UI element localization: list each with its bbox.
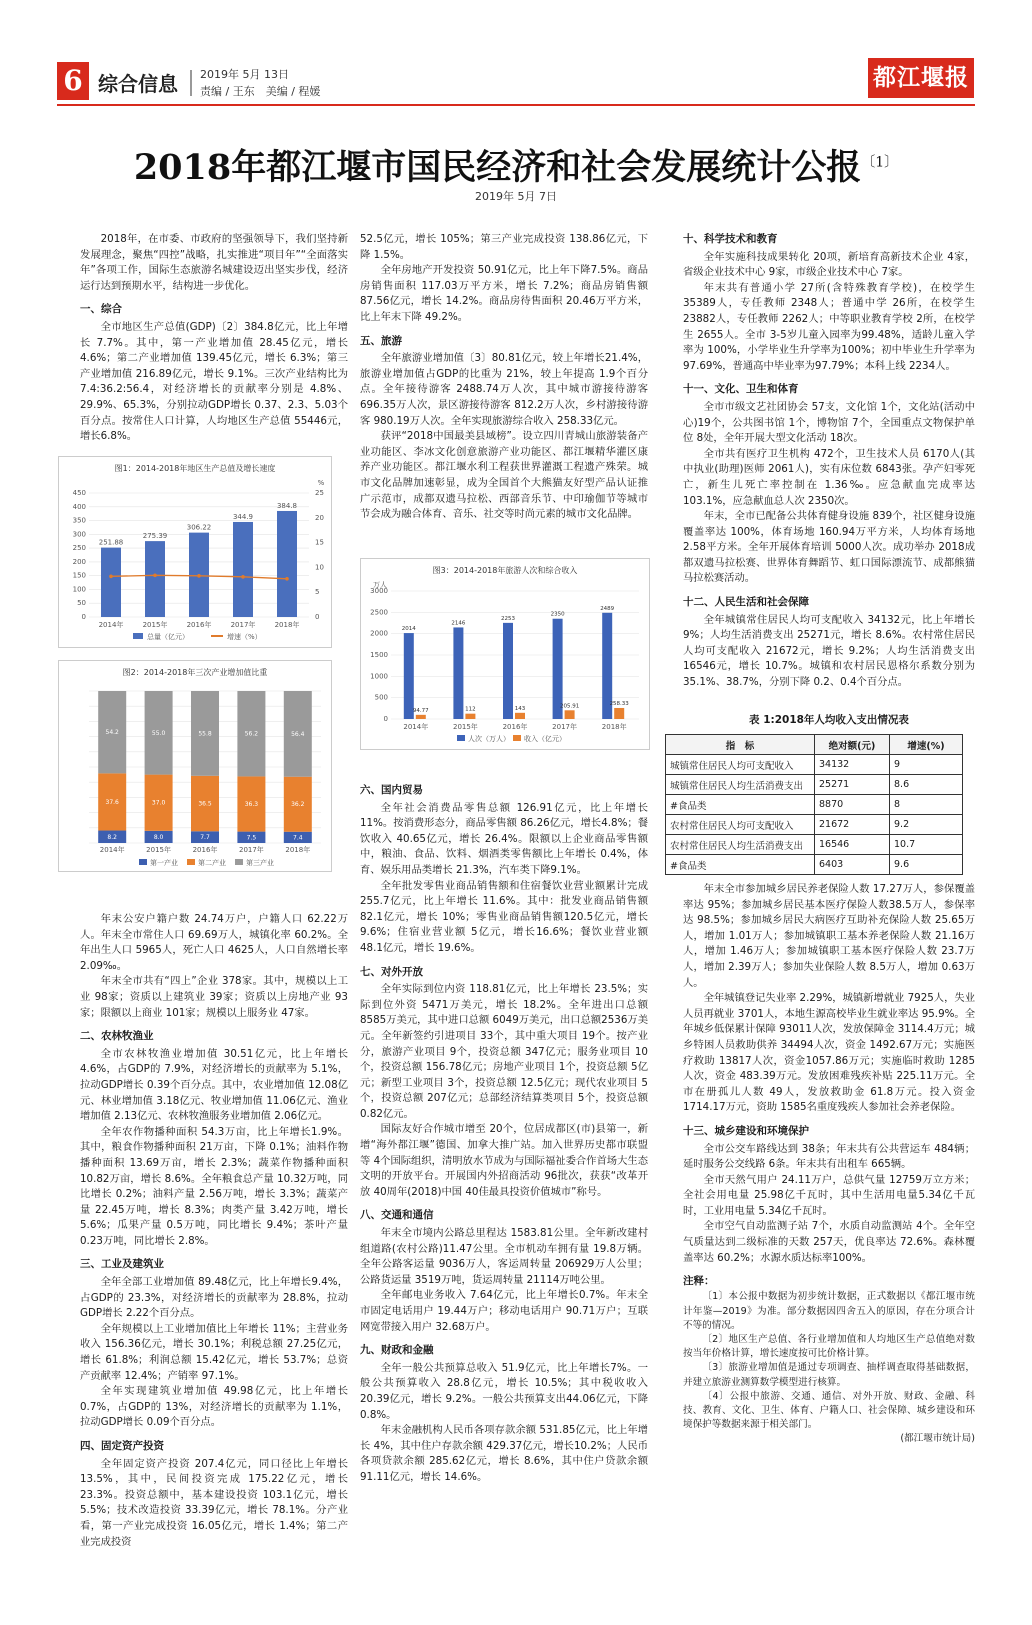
column-3-bottom bbox=[683, 882, 975, 1447]
issue-date: 2019年 5月 13日 bbox=[200, 68, 289, 81]
bar-data-label: 2489 bbox=[600, 605, 615, 612]
table-cell: 34132 bbox=[815, 755, 890, 775]
segment-label: 56.4 bbox=[291, 730, 305, 738]
x-tick-label: 2016年 bbox=[186, 621, 212, 629]
table-cell: #食品类 bbox=[666, 795, 815, 815]
column-1-top bbox=[80, 232, 348, 445]
paragraph: 全年实际到位内资 118.81亿元，比上年增长 23.5%；实际到位外资 5471万美元，增长 18.2%。全年进出口总额 8585万美元，其中进口总额 6049万美元，出口总额2536万美元。全年新签约引进项目 33个，其中重大项目 19个。按产业分，旅游产业项目 9个，投资总额 347亿元；服务业项目 10个，投资总额 156.78亿元；房地产业项目 1个，投资总额 5亿元；新型工业项目 3个，投资总额 12.5亿元；现代农业项目 5个，投资总额 207亿元；总部经济结算类项目 5个，投资总额 0.82亿元。 bbox=[360, 983, 648, 1120]
section-heading: 三、工业及建筑业 bbox=[80, 1258, 164, 1271]
x-tick-label: 2014年 bbox=[99, 846, 125, 854]
x-tick-label: 2018年 bbox=[285, 846, 311, 854]
paragraph: 全年房地产开发投资 50.91亿元，比上年下降7.5%。商品房销售面积 117.03万平方米，增长 7.2%；商品房销售额 87.56亿元，增长 14.2%。商品房待售面积 20.46万平方米，比上年末下降 49.2%。 bbox=[360, 264, 648, 323]
table-row bbox=[666, 795, 963, 815]
note: 〔2〕地区生产总值、各行业增加值和人均地区生产总值绝对数按当年价格计算，增长速度按可比价格计算。 bbox=[683, 1334, 975, 1360]
section-heading: 十一、文化、卫生和体育 bbox=[683, 383, 799, 396]
chart-title: 图3：2014-2018年旅游人次和综合收入 bbox=[432, 566, 578, 575]
paragraph: 全年邮电业务收入 7.64亿元，比上年增长0.7%。年末全市固定电话用户 19.44万户；移动电话用户 90.71万户；互联网宽带接入用户 32.68万户。 bbox=[360, 1289, 648, 1333]
table-row bbox=[666, 855, 963, 875]
section-heading: 七、对外开放 bbox=[360, 965, 423, 978]
segment-label: 36.2 bbox=[291, 801, 305, 809]
legend-label: 第三产业 bbox=[246, 859, 274, 867]
bar-data-label: 143 bbox=[514, 705, 526, 712]
paragraph: 全市共有医疗卫生机构 472个，卫生技术人员 6170人(其中执业(助理)医师 2061人)，实有床位数 6843张。孕产妇零死亡，新生儿死亡率控制在 1.36‰。应急献血完成率达 103.1%，应急献血总人次 2350次。 bbox=[683, 447, 975, 507]
table-cell: 8870 bbox=[815, 795, 890, 815]
tourism-chart bbox=[360, 558, 650, 750]
y-tick-label: 1000 bbox=[370, 672, 388, 681]
y-tick-label: 400 bbox=[72, 502, 86, 511]
paragraph: 全市地区生产总值(GDP)〔2〕384.8亿元，比上年增长 7.7%。其中，第一产业增加值 28.45亿元，增长4.6%；第二产业增加值 139.45亿元，增长 6.3%；第三产业增加值 216.89亿元，增长 9.1%。三次产业结构比为7.4:36.2:56.4，对经济增长的贡献率分别是 4.8%、29.9%、65.3%，分别拉动GDP增长 0.37、2.3、5.03个百分点。按常住人口计算，人均地区生产总值 55446元，增长6.8%。 bbox=[80, 320, 348, 443]
revenue-bar bbox=[515, 713, 525, 719]
paragraph: 全年城镇常住居民人均可支配收入 34132元，比上年增长 9%；人均生活消费支出 25271元，增长 8.6%。农村常住居民人均可支配收入 21672元，增长 9.2%；人均生活消费支出 16546元，增长 10.7%。城镇和农村居民恩格尔系数分别为 35.1%、38.7%，分别下降 0.2、0.4个百分点。 bbox=[683, 613, 975, 689]
gdp-bar bbox=[101, 548, 121, 617]
table-cell: 21672 bbox=[815, 815, 890, 835]
y-tick-label: 3000 bbox=[370, 587, 388, 595]
paragraph: 年末共有普通小学 27所(含特殊教育学校)，在校学生 35389人，专任教师 2348人；普通中学 26所，在校学生 23882人，专任教师 2262人；中等职业教育学校 2所，在校学生 2655人。全市 3-5岁儿童入园率为99.48%，适龄儿童入学率为 100%，小学毕业生升学率为100%；初中毕业生升学率为 97.69%，普通高中毕业率为97.79%；本科上线 2234人。 bbox=[683, 281, 975, 372]
column-3-top bbox=[683, 232, 975, 691]
growth-point bbox=[109, 575, 113, 579]
table-header-row bbox=[666, 735, 963, 755]
x-tick-label: 2017年 bbox=[230, 621, 256, 629]
y2-tick-label: 20 bbox=[315, 513, 324, 522]
table-row bbox=[666, 835, 963, 855]
y-tick-label: 100 bbox=[72, 585, 86, 594]
visitors-bar bbox=[503, 623, 513, 719]
table-row bbox=[666, 755, 963, 775]
title-footnote: 〔1〕 bbox=[861, 154, 899, 171]
section-heading: 二、农林牧渔业 bbox=[80, 1030, 154, 1043]
column-header: 指 标 bbox=[666, 735, 815, 755]
y-tick-label: 150 bbox=[72, 571, 86, 580]
section-heading: 五、旅游 bbox=[360, 334, 402, 347]
x-tick-label: 2015年 bbox=[146, 846, 172, 854]
table-cell: 25271 bbox=[815, 775, 890, 795]
legend-label: 第一产业 bbox=[150, 859, 178, 867]
paragraph: 年末，全市已配备公共体育健身设施 839个，社区健身设施覆盖率达 100%，体育场地 160.94万平方米，人均体育场地 2.58平方米。全年开展体育培训 5000人次。成功举办 2018成都双遗马拉松赛、世界体育舞蹈节、虹口国际漂流节、成都熊猫马拉松赛活动。 bbox=[683, 510, 975, 585]
segment-label: 8.2 bbox=[107, 833, 117, 841]
table-cell: 8 bbox=[890, 795, 963, 815]
paragraph: 全市天然气用户 24.11万户，总供气量 12759万立方米；全社会用电量 25.98亿千瓦时，其中生活用电量5.34亿千瓦时，工业用电量 5.34亿千瓦时。 bbox=[683, 1173, 975, 1217]
intro-paragraph: 2018年，在市委、市政府的坚强领导下，我们坚持新发展理念，聚焦“四控”战略，扎实推进“项目年”“全面落实年”各项工作，国际生态旅游名城建设迈出坚实步伐，经济运行达到预期水平，结构进一步优化。 bbox=[80, 233, 348, 292]
y2-tick-label: 0 bbox=[315, 613, 320, 621]
x-tick-label: 2018年 bbox=[601, 723, 627, 731]
section-heading: 四、固定资产投资 bbox=[80, 1440, 164, 1452]
paragraph: 年末公安户籍户数 24.74万户，户籍人口 62.22万人。年末全市常住人口 69.69万人，城镇化率 60.2%。全年出生人口 5965人，死亡人口 4625人，人口自然增长率 2.09‰。 bbox=[80, 913, 348, 972]
page-number: 6 bbox=[57, 62, 89, 100]
column-2-bottom bbox=[360, 775, 648, 1486]
growth-point bbox=[285, 577, 289, 581]
y-tick-label: 0 bbox=[81, 613, 86, 621]
table-cell: 农村常住居民人均可支配收入 bbox=[666, 815, 815, 835]
paragraph: 全年一般公共预算总收入 51.9亿元，比上年增长7%。一般公共预算收入 28.8亿元，增长 10.5%；其中税收收入 20.39亿元，增长 9.2%。一般公共预算支出44.06亿元，下降 0.8%。 bbox=[360, 1361, 648, 1421]
column-2-top bbox=[360, 232, 648, 523]
bar-data-label: 384.8 bbox=[276, 501, 298, 510]
section-heading: 十、科学技术和教育 bbox=[683, 233, 778, 245]
legend-label: 第二产业 bbox=[198, 859, 226, 867]
paragraph: 全市市级文艺社团协会 57支，文化馆 1个，文化站(活动中心)19个，公共图书馆 1个，博物馆 7个，全国重点文物保护单位 8处，全年开展大型文化活动 18次。 bbox=[683, 400, 975, 445]
bar-data-label: 258.33 bbox=[609, 700, 629, 707]
segment-label: 37.0 bbox=[151, 799, 166, 807]
growth-point bbox=[153, 574, 157, 578]
chart-title: 图2：2014-2018年三次产业增加值比重 bbox=[122, 668, 268, 677]
paragraph: 全市空气自动监测子站 7个，水质自动监测站 4个。全年空气质量达到二级标准的天数 257天，优良率达 72.6%。森林覆盖率达 60.2%；水源水质达标率100%。 bbox=[683, 1220, 975, 1264]
y-tick-label: 0 bbox=[383, 715, 388, 723]
paragraph: 全年批发零售业商品销售额和住宿餐饮业营业额累计完成 255.7亿元，比上年增长 11.6%。其中：批发业商品销售额 82.1亿元，增长 10%；零售业商品销售额120.5亿元，增长 9.6%；住宿业营业额 5亿元，增长16.6%；餐饮业营业额 48.1亿元，增长 19.6%。 bbox=[360, 879, 648, 954]
paragraph: 全年城镇登记失业率 2.29%，城镇新增就业 7925人，失业人员再就业 3701人，本地生源高校毕业生就业率达 95.9%。全年城乡低保累计保障 93011人次，发放保障金 3114.4万元；城乡特困人员救助供养 34494人次，资金 1492.67万元；实施医疗救助 13817人次，资金1057.86万元；实施临时救助 1285人次，资金 483.39万元。发放困难残疾补贴 225.11万元。全市在册孤儿人数 49人，发放救助金 61.8万元。投入资金 1714.17万元，资助 1585名重度残疾人参加社会养老保险。 bbox=[683, 992, 975, 1114]
notes-heading: 注释： bbox=[683, 1275, 715, 1288]
note: 〔4〕公报中旅游、交通、通信、对外开放、财政、金融、科技、教育、文化、卫生、体育、户籍人口、社会保障、城乡建设和环境保护等数据来源于相关部门。 bbox=[683, 1390, 975, 1431]
column-header: 绝对额(元) bbox=[815, 735, 890, 755]
bar-data-label: 2014 bbox=[401, 626, 416, 633]
x-tick-label: 2015年 bbox=[142, 621, 168, 629]
y2-tick-label: 25 bbox=[315, 489, 324, 497]
segment-label: 37.6 bbox=[105, 798, 119, 806]
header-divider bbox=[190, 70, 192, 96]
table-cell: 6403 bbox=[815, 855, 890, 875]
segment-label: 7.7 bbox=[200, 834, 210, 842]
gdp-bar bbox=[145, 541, 165, 617]
segment-label: 36.5 bbox=[198, 800, 212, 808]
article-title bbox=[0, 140, 1032, 190]
bar-data-label: 275.39 bbox=[142, 532, 168, 541]
bar-data-label: 251.88 bbox=[98, 538, 124, 547]
table-cell: 城镇常住居民人均可支配收入 bbox=[666, 755, 815, 775]
y-tick-label: 1500 bbox=[370, 651, 388, 659]
section-heading: 六、国内贸易 bbox=[360, 784, 423, 796]
y-tick-label: 250 bbox=[72, 544, 86, 553]
y-tick-label: 2500 bbox=[370, 608, 388, 617]
legend-swatch-growth bbox=[211, 635, 223, 637]
paragraph: 全年实现建筑业增加值 49.98亿元，比上年增长0.7%，占GDP的 13%，对经济增长的贡献率为 1.1%，拉动GDP增长 0.09个百分点。 bbox=[80, 1385, 348, 1429]
industry-share-chart bbox=[58, 660, 332, 872]
y-tick-label: 450 bbox=[72, 489, 86, 497]
bar-data-label: 2350 bbox=[550, 611, 565, 618]
bar-data-label: 2253 bbox=[501, 615, 515, 622]
section-heading: 十二、人民生活和社会保障 bbox=[683, 596, 809, 609]
paragraph: 全年实施科技成果转化 20项，新培育高新技术企业 4家，省级企业技术中心 9家，市级企业技术中心 7家。 bbox=[683, 250, 975, 279]
publish-date: 2019年 5月 7日 bbox=[475, 190, 557, 203]
table-cell: 16546 bbox=[815, 835, 890, 855]
paragraph: 全年农作物播种面积 54.3万亩，比上年增长1.9%。其中，粮食作物播种面积 21万亩，下降 0.1%；油料作物播种面积 13.69万亩，增长 2.3%；蔬菜作物播种面积 10.82万亩，增长 8.6%。全年粮食总产量 10.32万吨，同比增长 0.2%；油料产量 2.56万吨，增长 3.3%；蔬菜产量 22.45万吨，增长 8.3%；肉类产量 3.42万吨，增长5.6%；瓜果产量 0.5万吨，同比增长 9.4%；茶叶产量 0.23万吨，同比增长 2.8%。 bbox=[80, 1125, 348, 1247]
revenue-bar bbox=[565, 710, 575, 719]
table-cell: 8.6 bbox=[890, 775, 963, 795]
note: 〔3〕旅游业增加值是通过专项调查、抽样调查取得基础数据，并建立旅游业测算数学模型进行核算。 bbox=[683, 1362, 975, 1388]
section-heading: 十三、城乡建设和环境保护 bbox=[683, 1124, 809, 1137]
paragraph: 年末全市参加城乡居民养老保险人数 17.27万人，参保覆盖率达 95%；参加城乡居民基本医疗保险人数38.5万人，参保率达 98.5%；参加城乡居民大病医疗互助补充保险人数 25.65万人，增加 1.01万人；参加城镇职工基本养老保险人数 21.16万人，增加 1.46万人；参加城镇职工基本医疗保险人数 23.7万人，增加 2.39万人；参加失业保险人数 8.5万人，增加 0.63万人。 bbox=[683, 883, 975, 989]
y-tick-label: 300 bbox=[72, 530, 86, 539]
table-cell: 9 bbox=[890, 755, 963, 775]
gdp-bar bbox=[277, 511, 297, 617]
legend-swatch bbox=[139, 859, 147, 865]
segment-label: 7.5 bbox=[246, 834, 257, 842]
paragraph: 年末全市共有“四上”企业 378家。其中，规模以上工业 98家；资质以上建筑业 39家；资质以上房地产业 93家；限额以上商业 101家；规模以上服务业 47家。 bbox=[80, 975, 348, 1019]
legend-swatch bbox=[457, 735, 465, 741]
paragraph: 52.5亿元，增长 105%；第三产业完成投资 138.86亿元，下降 1.5%。 bbox=[360, 233, 648, 261]
bar-data-label: 94.77 bbox=[412, 707, 429, 714]
segment-label: 36.3 bbox=[244, 801, 259, 809]
visitors-bar bbox=[404, 633, 414, 719]
legend-label: 人次（万人） bbox=[468, 735, 510, 743]
growth-point bbox=[241, 575, 245, 579]
table-cell: 城镇常住居民人均生活消费支出 bbox=[666, 775, 815, 795]
section-heading: 九、财政和金融 bbox=[360, 1344, 434, 1357]
notes bbox=[683, 1274, 975, 1446]
table-cell: 9.2 bbox=[890, 815, 963, 835]
legend-label: 收入（亿元） bbox=[524, 735, 566, 743]
editors: 责编 / 王东 美编 / 程媛 bbox=[200, 85, 321, 98]
y2-tick-label: 10 bbox=[315, 563, 324, 572]
revenue-bar bbox=[614, 708, 624, 719]
bar-data-label: 2146 bbox=[451, 620, 466, 627]
y-tick-label: 200 bbox=[72, 557, 86, 566]
x-tick-label: 2016年 bbox=[502, 723, 528, 731]
y2-tick-label: 5 bbox=[315, 588, 320, 597]
column-1-bottom bbox=[80, 912, 348, 1550]
table-cell: #食品类 bbox=[666, 855, 815, 875]
y-unit: 万人 bbox=[373, 581, 387, 589]
x-tick-label: 2014年 bbox=[403, 723, 429, 731]
x-tick-label: 2014年 bbox=[98, 621, 124, 629]
bar-data-label: 205.91 bbox=[559, 703, 580, 710]
table-title: 表 1:2018年人均收入支出情况表 bbox=[749, 714, 909, 726]
table-cell: 9.6 bbox=[890, 855, 963, 875]
y-tick-label: 2000 bbox=[370, 629, 388, 638]
y2-unit: % bbox=[317, 479, 325, 487]
gdp-chart bbox=[58, 456, 332, 648]
y-tick-label: 50 bbox=[77, 599, 86, 608]
chart-title: 图1：2014-2018年地区生产总值及增长速度 bbox=[114, 464, 276, 473]
growth-point bbox=[197, 574, 201, 578]
bar-data-label: 112 bbox=[465, 706, 476, 713]
paragraph: 国际友好合作城市增至 20个，位居成都区(市)县第一，新增“海外都江堰”德国、加拿大推广站。加入世界历史都市联盟等 4个国际组织，清明放水节成为与国际福祉委合作首场大生态文明的开放平台。开展国内外招商活动 96批次，获获“改革开放 40周年(2018)中国 40佳最具投资价值城市”称号。 bbox=[360, 1123, 648, 1198]
x-tick-label: 2018年 bbox=[274, 621, 300, 629]
visitors-bar bbox=[453, 627, 463, 719]
legend-swatch bbox=[187, 859, 195, 865]
paragraph: 全市公交车路线达到 38条；年末共有公共营运车 484辆；延时服务公交线路 6条。年末共有出租车 665辆。 bbox=[683, 1142, 975, 1171]
x-tick-label: 2015年 bbox=[452, 723, 478, 731]
header-rule bbox=[57, 104, 975, 106]
segment-label: 7.4 bbox=[293, 834, 303, 842]
legend-total: 总量（亿元） bbox=[147, 633, 189, 641]
title-text: 2018年都江堰市国民经济和社会发展统计公报 bbox=[133, 147, 862, 188]
newspaper-logo: 都江堰报 bbox=[868, 58, 974, 98]
segment-label: 55.0 bbox=[151, 729, 166, 737]
note: 〔1〕本公报中数据为初步统计数据，正式数据以《都江堰市统计年鉴—2019》为准。部分数据因四舍五入的原因，存在分项合计不等的情况。 bbox=[683, 1291, 975, 1331]
income-table bbox=[665, 734, 963, 875]
table-row bbox=[666, 775, 963, 795]
revenue-bar bbox=[465, 714, 475, 719]
segment-label: 55.8 bbox=[198, 730, 212, 738]
x-tick-label: 2016年 bbox=[192, 846, 218, 854]
table-cell: 10.7 bbox=[890, 835, 963, 855]
paragraph: 全市农林牧渔业增加值 30.51亿元，比上年增长4.6%，占GDP的 7.9%，对经济增长的贡献率为 5.1%，拉动GDP增长 0.39个百分点。其中，农业增加值 12.08亿元、林业增加值 3.18亿元、牧业增加值 11.06亿元、渔业增加值 2.13亿元、农林牧渔服务业增加值 2.06亿元。 bbox=[80, 1047, 348, 1123]
y2-tick-label: 15 bbox=[315, 538, 324, 547]
paragraph: 年末全市境内公路总里程达 1583.81公里。全年新改建村组道路(农村公路)11.47公里。全市机动车拥有量 19.8万辆。全年公路客运量 9036万人，客运周转量 206929万人公里；公路货运量 3519万吨，货运周转量 21114万吨公里。 bbox=[360, 1227, 648, 1286]
segment-label: 56.2 bbox=[244, 730, 259, 738]
paragraph: 全年社会消费品零售总额 126.91亿元，比上年增长 11%。按消费形态分，商品零售额 86.26亿元，增长4.8%；餐饮收入 40.65亿元，增长 26.4%。限额以上企业商品零售额中，粮油、食品、饮料、烟酒类零售额比上年增长 0.4%，体育、娱乐用品类增长 21.3%，汽车类下降9.1%。 bbox=[360, 801, 648, 876]
paragraph: 全年全部工业增加值 89.48亿元，比上年增长9.4%，占GDP的 23.3%，对经济增长的贡献率为 28.8%，拉动GDP增长 2.22个百分点。 bbox=[80, 1276, 348, 1320]
table-cell: 农村常住居民人均生活消费支出 bbox=[666, 835, 815, 855]
legend-swatch-total bbox=[133, 633, 143, 639]
paragraph: 全年规模以上工业增加值比上年增长 11%；主营业务收入 156.36亿元，增长 30.1%；利税总额 27.25亿元，增长 61.8%；利润总额 15.42亿元，增长 53.7%；总资产贡献率 12.4%；产销率 97.1%。 bbox=[80, 1322, 348, 1382]
paragraph: 全年旅游业增加值〔3〕80.81亿元，较上年增长21.4%，旅游业增加值占GDP的比重为 21%，较上年提高 1.9个百分点。全年接待游客 2488.74万人次，其中城市游接待游客 696.35万人次，景区游接待游客 812.2万人次，乡村游接待游客 980.19万人次。全年实现旅游综合收入 258.33亿元。 bbox=[360, 352, 648, 427]
section-heading: 一、综合 bbox=[80, 303, 122, 316]
paragraph: 全年固定资产投资 207.4亿元，同口径比上年增长13.5%，其中，民间投资完成 175.22亿元，增长 23.3%。投资总额中，基本建设投资 103.1亿元，增长 5.5%；技术改造投资 33.39亿元，增长 78.1%。分产业看，第一产业完成投资 16.05亿元，增长 1.4%；第二产业完成投资 bbox=[80, 1457, 348, 1548]
paragraph: 年末金融机构人民币各项存款余额 531.85亿元，比上年增长 4%，其中住户存款余额 429.37亿元，增长10.2%；人民币各项贷款余额 285.62亿元，增长 8.6%，其中住户贷款余额 91.11亿元，增长 14.6%。 bbox=[360, 1424, 648, 1483]
author: (都江堰市统计局) bbox=[900, 1433, 975, 1445]
legend-growth: 增速（%） bbox=[227, 633, 262, 641]
section-name: 综合信息 bbox=[98, 72, 178, 96]
x-tick-label: 2017年 bbox=[552, 723, 578, 731]
gdp-bar bbox=[233, 522, 253, 617]
section-heading: 八、交通和通信 bbox=[360, 1209, 434, 1222]
bar-data-label: 306.22 bbox=[186, 523, 212, 532]
y-tick-label: 350 bbox=[72, 516, 86, 525]
segment-label: 8.0 bbox=[153, 833, 164, 841]
x-tick-label: 2017年 bbox=[238, 846, 264, 854]
y-tick-label: 500 bbox=[374, 693, 388, 702]
revenue-bar bbox=[416, 715, 426, 719]
legend-swatch bbox=[513, 735, 521, 741]
column-header: 增速(%) bbox=[890, 735, 963, 755]
segment-label: 54.2 bbox=[105, 729, 119, 737]
bar-data-label: 344.9 bbox=[232, 512, 254, 521]
legend-swatch bbox=[235, 859, 243, 865]
table-row bbox=[666, 815, 963, 835]
paragraph: 获评“2018中国最美县域榜”。设立四川青城山旅游装备产业功能区、李冰文化创意旅游产业功能区、都江堰精华灌区康养产业功能区。都江堰水利工程获世界灌溉工程遗产殊荣。城市文化品牌加速彰显，成为全国首个大熊猫友好型产品认证推广示范市，成都双遗马拉松、西部音乐节、中印瑜伽节等城市节会成为融合体育、音乐、社交等时尚元素的城市文化品牌。 bbox=[360, 430, 648, 521]
